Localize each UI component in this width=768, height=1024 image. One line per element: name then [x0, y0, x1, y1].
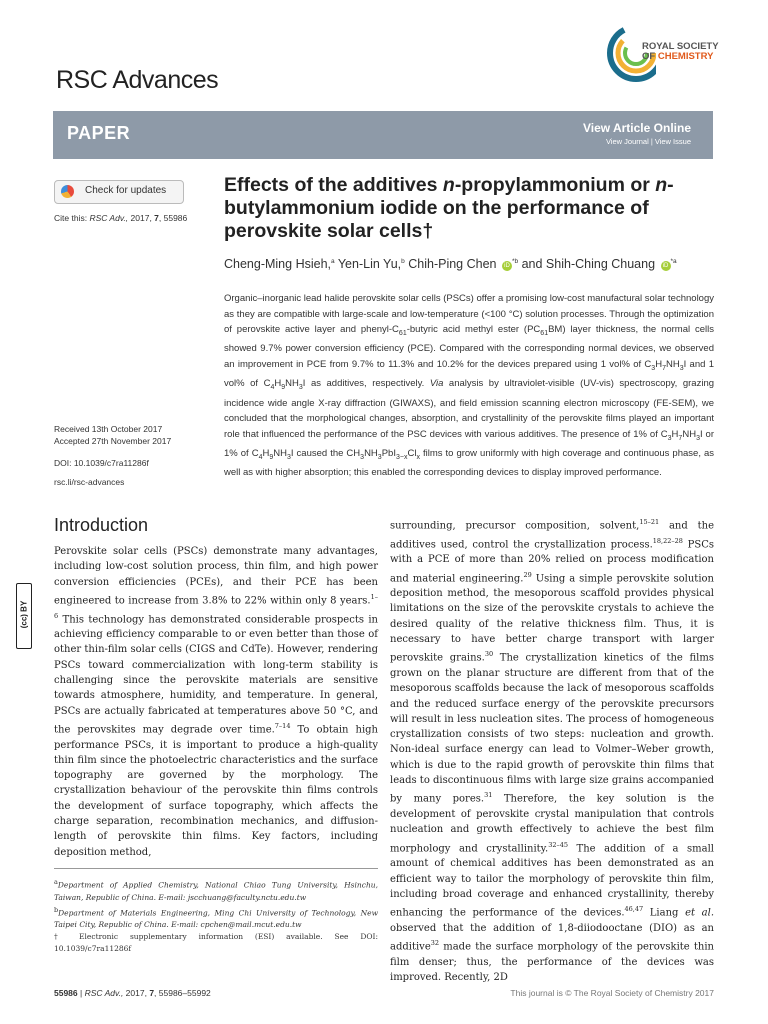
logo-line1: ROYAL SOCIETY — [642, 41, 719, 52]
citation-ref[interactable]: 32–45 — [548, 840, 568, 849]
citation-ref[interactable]: 30 — [484, 650, 494, 659]
doi[interactable]: DOI: 10.1039/c7ra11286f — [54, 458, 149, 468]
citation-ref[interactable]: 15–21 — [639, 518, 660, 526]
cc-by-label: (cc) BY — [19, 600, 29, 629]
author-3-affil: *b — [511, 257, 519, 265]
author-1-affil: a — [331, 257, 335, 265]
author-3: Chih-Ping Chen — [404, 257, 497, 271]
title-n1: n — [442, 174, 455, 196]
footnote-affil-b: $^b$Department of Materials Engineering, Ming Chi University of Technology, New Taipei City, Republic of China. E-mail: cpchen@mail.mcut.edu.tw — [54, 905, 378, 929]
title-part1: Effects of the additives — [224, 174, 443, 196]
cite-ref: RSC Adv., — [89, 213, 129, 223]
view-article-online-link[interactable]: View Article Online — [582, 121, 691, 135]
article-type-label: PAPER — [67, 123, 131, 143]
footnote-divider — [54, 868, 378, 869]
body-column-right: surrounding, precursor composition, solvent,$^{15-21}$ and the additives used, control the crystallization process.$^{18,22-28}$ PSCs with a PCE of more than 20% relied on process modification and material engineering.$^{29}$ Using a simple perovskite solution deposition method, the mesoporous scaffold provides physical limitations on the size of the perovskite crystals to achieve the desired quality of the relative thickness film. Thus, it is necessary to have better charge transport with larger perovskite grains.$^{30}$ The crystallization kinetics of the films grown on the planar structure are different from that of the mesoporous scaffolds because the lack of mesoporous scaffolds and the reduced surface energy of the perovskite precursors will result in less nucleation sites. The process of homogeneous crystallization consists of two steps: nucleation and growth. Non-ideal surface energy can lead to Volmer–Weber growth, which is due to the rapid growth of perovskite thin films that leads to discontinuous films with large size grains accompanied by many pores.$^{31}$ Therefore, the key solution is the development of perovskite crystal manipulation that controls nucleation and growth effectively to achieve the best film morphology and crystallinity.$^{32-45}$ The addition of a small amount of chemical additives has been demonstrated as an efficient way to tailor the morphology of perovskite thin film, including broad coverage and enhanced crystallinity, thereby enhancing the performance of the devices.$^{46,47}$ Liang et al. observed that the addition of 1,8-diiodooctane (DIO) as an additive$^{32}$ made the surface morphology of the perovskite thin film denser; thus, the performance of the devices was improved. Recently, 2D — [390, 518, 715, 983]
citation-ref[interactable]: 46,47 — [624, 905, 644, 914]
author-4-affil: *a — [670, 257, 677, 265]
title-n2: n — [655, 174, 668, 196]
accepted-date: Accepted 27th November 2017 — [54, 436, 172, 446]
logo-line2-prefix: OF — [642, 51, 658, 62]
section-heading-introduction: Introduction — [54, 515, 149, 535]
author-2: Yen-Lin Yu, — [334, 257, 402, 271]
citation-ref[interactable]: 1–6 — [54, 592, 378, 620]
title-part2: -propylammonium or — [454, 174, 656, 196]
journal-link[interactable]: rsc.li/rsc-advances — [54, 477, 125, 487]
check-for-updates-label: Check for updates — [85, 185, 167, 196]
rsc-logo — [606, 20, 726, 90]
author-1: Cheng-Ming Hsieh, — [224, 257, 331, 271]
author-4: and Shih-Ching Chuang — [518, 257, 656, 271]
page-footer-left: 55986 | RSC Adv., 2017, 7, 55986–55992 — [54, 988, 211, 998]
cite-page: , 55986 — [158, 213, 188, 223]
title-part3: -butylammonium iodide on the performance of perovskite solar cells† — [224, 174, 674, 242]
citation-ref[interactable]: 7–14 — [274, 721, 291, 730]
orcid-icon[interactable]: iD — [661, 261, 671, 271]
citation-ref[interactable]: 31 — [484, 791, 493, 800]
journal-name: RSC Advances — [56, 66, 219, 94]
cite-vol: 7 — [154, 213, 159, 223]
view-links — [583, 121, 691, 146]
footnote-esi: † Electronic supplementary information (ESI) available. See DOI: 10.1039/c7ra11286f — [54, 932, 378, 953]
cc-by-license-icon[interactable] — [16, 583, 32, 649]
cite-prefix: Cite this: — [54, 213, 90, 223]
citation-ref[interactable]: 29 — [523, 570, 532, 579]
page-number: 55986 — [54, 988, 78, 998]
author-2-affil: b — [401, 257, 405, 265]
logo-line2-em: CHEMISTRY — [657, 51, 714, 62]
crossmark-icon — [61, 185, 74, 198]
logo-line2 — [642, 52, 719, 62]
page-footer-copyright: This journal is © The Royal Society of Chemistry 2017 — [510, 988, 714, 998]
citation — [54, 213, 187, 223]
footnotes — [54, 876, 378, 955]
footnote-affil-a: $^a$Department of Applied Chemistry, National Chiao Tung University, Hsinchu, Taiwan, Republic of China. E-mail: jscchuang@faculty.nctu.edu.tw — [54, 878, 378, 902]
view-journal-issue-links[interactable]: View Journal | View Issue — [605, 137, 691, 146]
author-list — [224, 257, 677, 271]
check-for-updates-button[interactable] — [54, 180, 184, 204]
orcid-icon[interactable]: iD — [502, 261, 512, 271]
article-type-banner — [53, 111, 713, 159]
citation-ref[interactable]: 18,22–28 — [652, 536, 683, 545]
cite-year: 2017, — [128, 213, 155, 223]
body-column-left: Perovskite solar cells (PSCs) demonstrate many advantages, including low-cost solution process, thin film, and high power conversion efficiencies (PCEs), and their PCE has been engineered to increase from 3.8% to 22% within only 8 years.$^{1-6}$ This technology has demonstrated considerable prospects in achieving efficiency comparable to or even better than those of other thin-film solar cells (CIGS and CdTe). However, rendering PSCs toward commercialization with long-term stability is challenging since the perovskite materials are sensitive towards atmosphere, humidity, and temperature. In general, PSCs are actually fabricated at temperatures above 50 °C, and the perovskites may degrade over time.$^{7-14}$ To obtain high performance PSCs, it is important to produce a high-quality thin film since the photoelectric characteristics and the surface topography are governed by the morphology. The crystallization behaviour of the perovskite thin films controls the development of surface topography, which affects the charge separation, recombination mechanics, and diffusion-length of perovskite thin films. Key factors, including deposition method, — [54, 546, 378, 858]
abstract: Organic–inorganic lead halide perovskite solar cells (PSCs) offer a promising low-cost manufactural solar technology as they are compatible with large-scale and low-temperature (<100 °C) solution processes. Through the optimization of perovskite active layer and phenyl-$C_{61}$-butyric acid methyl ester $(PC_{61}BM)$ layer thickness, the normal cells showed 9.7% power conversion efficiency (PCE). Compared with the corresponding normal devices, we observed an improvement in PCE from 9.7% to 11.3% and 10.2% for the devices prepared using 1 vol% of $C_3H_7NH_3I$ and 1 vol% of $C_4H_9NH_3I$ as additives, respectively. Via analysis by ultraviolet-visible (UV-vis) spectroscopy, grazing incidence wide angle X-ray diffraction (GIWAXS), and field emission scanning electron microscopy (FE-SEM), we concluded that the morphological changes, absorption, and crystallinity of the perovskite films played an important role that influenced the performance of the PSC devices with various additives. The presence of 1% of $C_3H_7NH_3I$ or 1% of $C_4H_9NH_3I$ caused the $CH_3NH_3PbI_{3-x}Cl_x$ films to grow uniformly with high coverage and continuous phase, as well as with higher absorption; this enabled the corresponding devices to display improved performance. — [224, 293, 715, 479]
rsc-logo-text — [642, 42, 719, 62]
article-title — [224, 174, 724, 243]
citation-ref[interactable]: 32 — [430, 939, 440, 948]
received-date: Received 13th October 2017 — [54, 424, 163, 434]
